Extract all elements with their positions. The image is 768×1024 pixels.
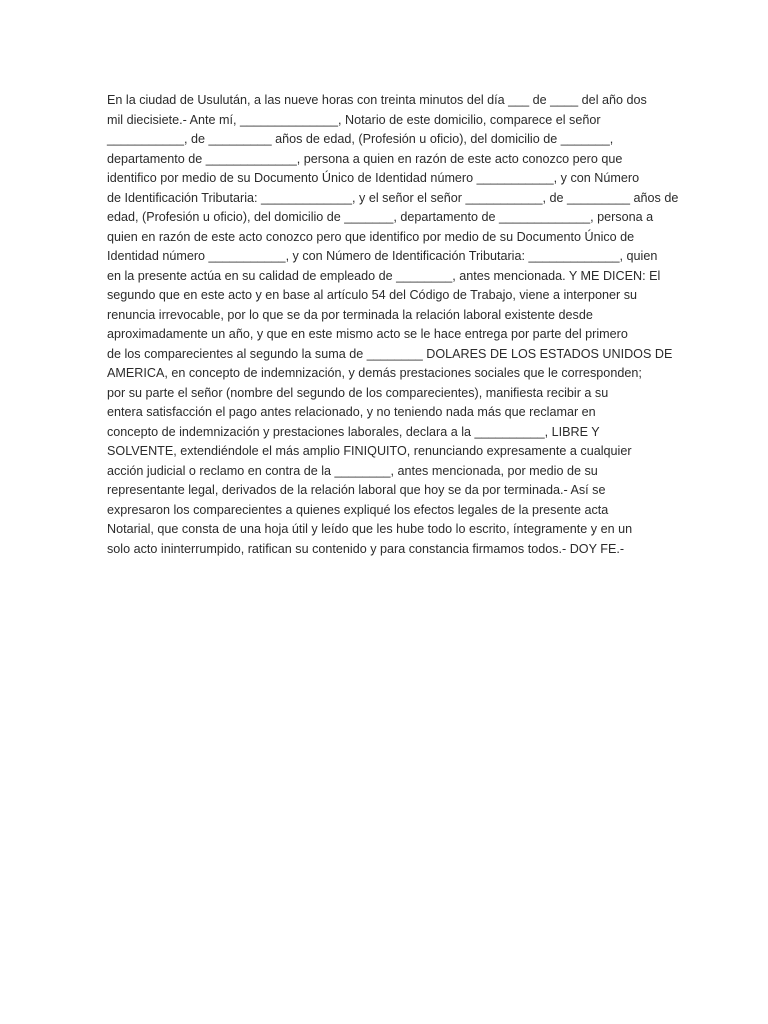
text-line: acción judicial o reclamo en contra de la ________, antes mencionada, por medio de su [107,463,598,478]
text-line: de Identificación Tributaria: _____________, y el señor el señor ___________, de _________ años de [107,190,679,205]
text-line: departamento de _____________, persona a quien en razón de este acto conozco pero que [107,151,623,166]
text-line: de los comparecientes al segundo la suma de ________ DOLARES DE LOS ESTADOS UNIDOS DE [107,346,673,361]
text-line: quien en razón de este acto conozco pero que identifico por medio de su Documento Único de [107,229,635,244]
text-line: concepto de indemnización y prestaciones laborales, declara a la __________, LIBRE Y [107,424,600,439]
text-line: aproximadamente un año, y que en este mismo acto se le hace entrega por parte del primero [107,327,628,341]
text-line: renuncia irrevocable, por lo que se da por terminada la relación laboral existente desde [107,307,593,322]
text-line: segundo que en este acto y en base al artículo 54 del Código de Trabajo, viene a interponer su [107,288,638,302]
document-body-text [107,91,679,559]
text-line: solo acto ininterrumpido, ratifican su contenido y para constancia firmamos todos.- DOY FE.- [107,541,625,556]
text-line: ___________, de _________ años de edad, (Profesión u oficio), del domicilio de _______, [107,132,614,146]
text-line: En la ciudad de Usulután, a las nueve horas con treinta minutos del día ___ de ____ del año dos [107,93,647,107]
text-line: SOLVENTE, extendiéndole el más amplio FINIQUITO, renunciando expresamente a cualquier [107,444,632,458]
text-line: mil diecisiete.- Ante mí, ______________, Notario de este domicilio, comparece el señor [107,112,601,127]
text-line: Notarial, que consta de una hoja útil y leído que les hube todo lo escrito, íntegramente y en un [107,522,633,536]
text-line: identifico por medio de su Documento Único de Identidad número ___________, y con Número [107,171,640,185]
text-line: expresaron los comparecientes a quienes expliqué los efectos legales de la presente acta [107,502,609,517]
text-line: en la presente actúa en su calidad de empleado de ________, antes mencionada. Y ME DICEN: El [107,268,661,283]
text-line: Identidad número ___________, y con Número de Identificación Tributaria: _____________, quien [107,249,658,263]
text-line: por su parte el señor (nombre del segundo de los comparecientes), manifiesta recibir a su [107,385,609,400]
text-line: AMERICA, en concepto de indemnización, y demás prestaciones sociales que le corresponden; [107,366,642,380]
text-line: representante legal, derivados de la relación laboral que hoy se da por terminada.- Así se [107,483,606,497]
text-line: edad, (Profesión u oficio), del domicilio de _______, departamento de _____________, persona a [107,210,654,224]
text-line: entera satisfacción el pago antes relacionado, y no teniendo nada más que reclamar en [107,405,596,419]
